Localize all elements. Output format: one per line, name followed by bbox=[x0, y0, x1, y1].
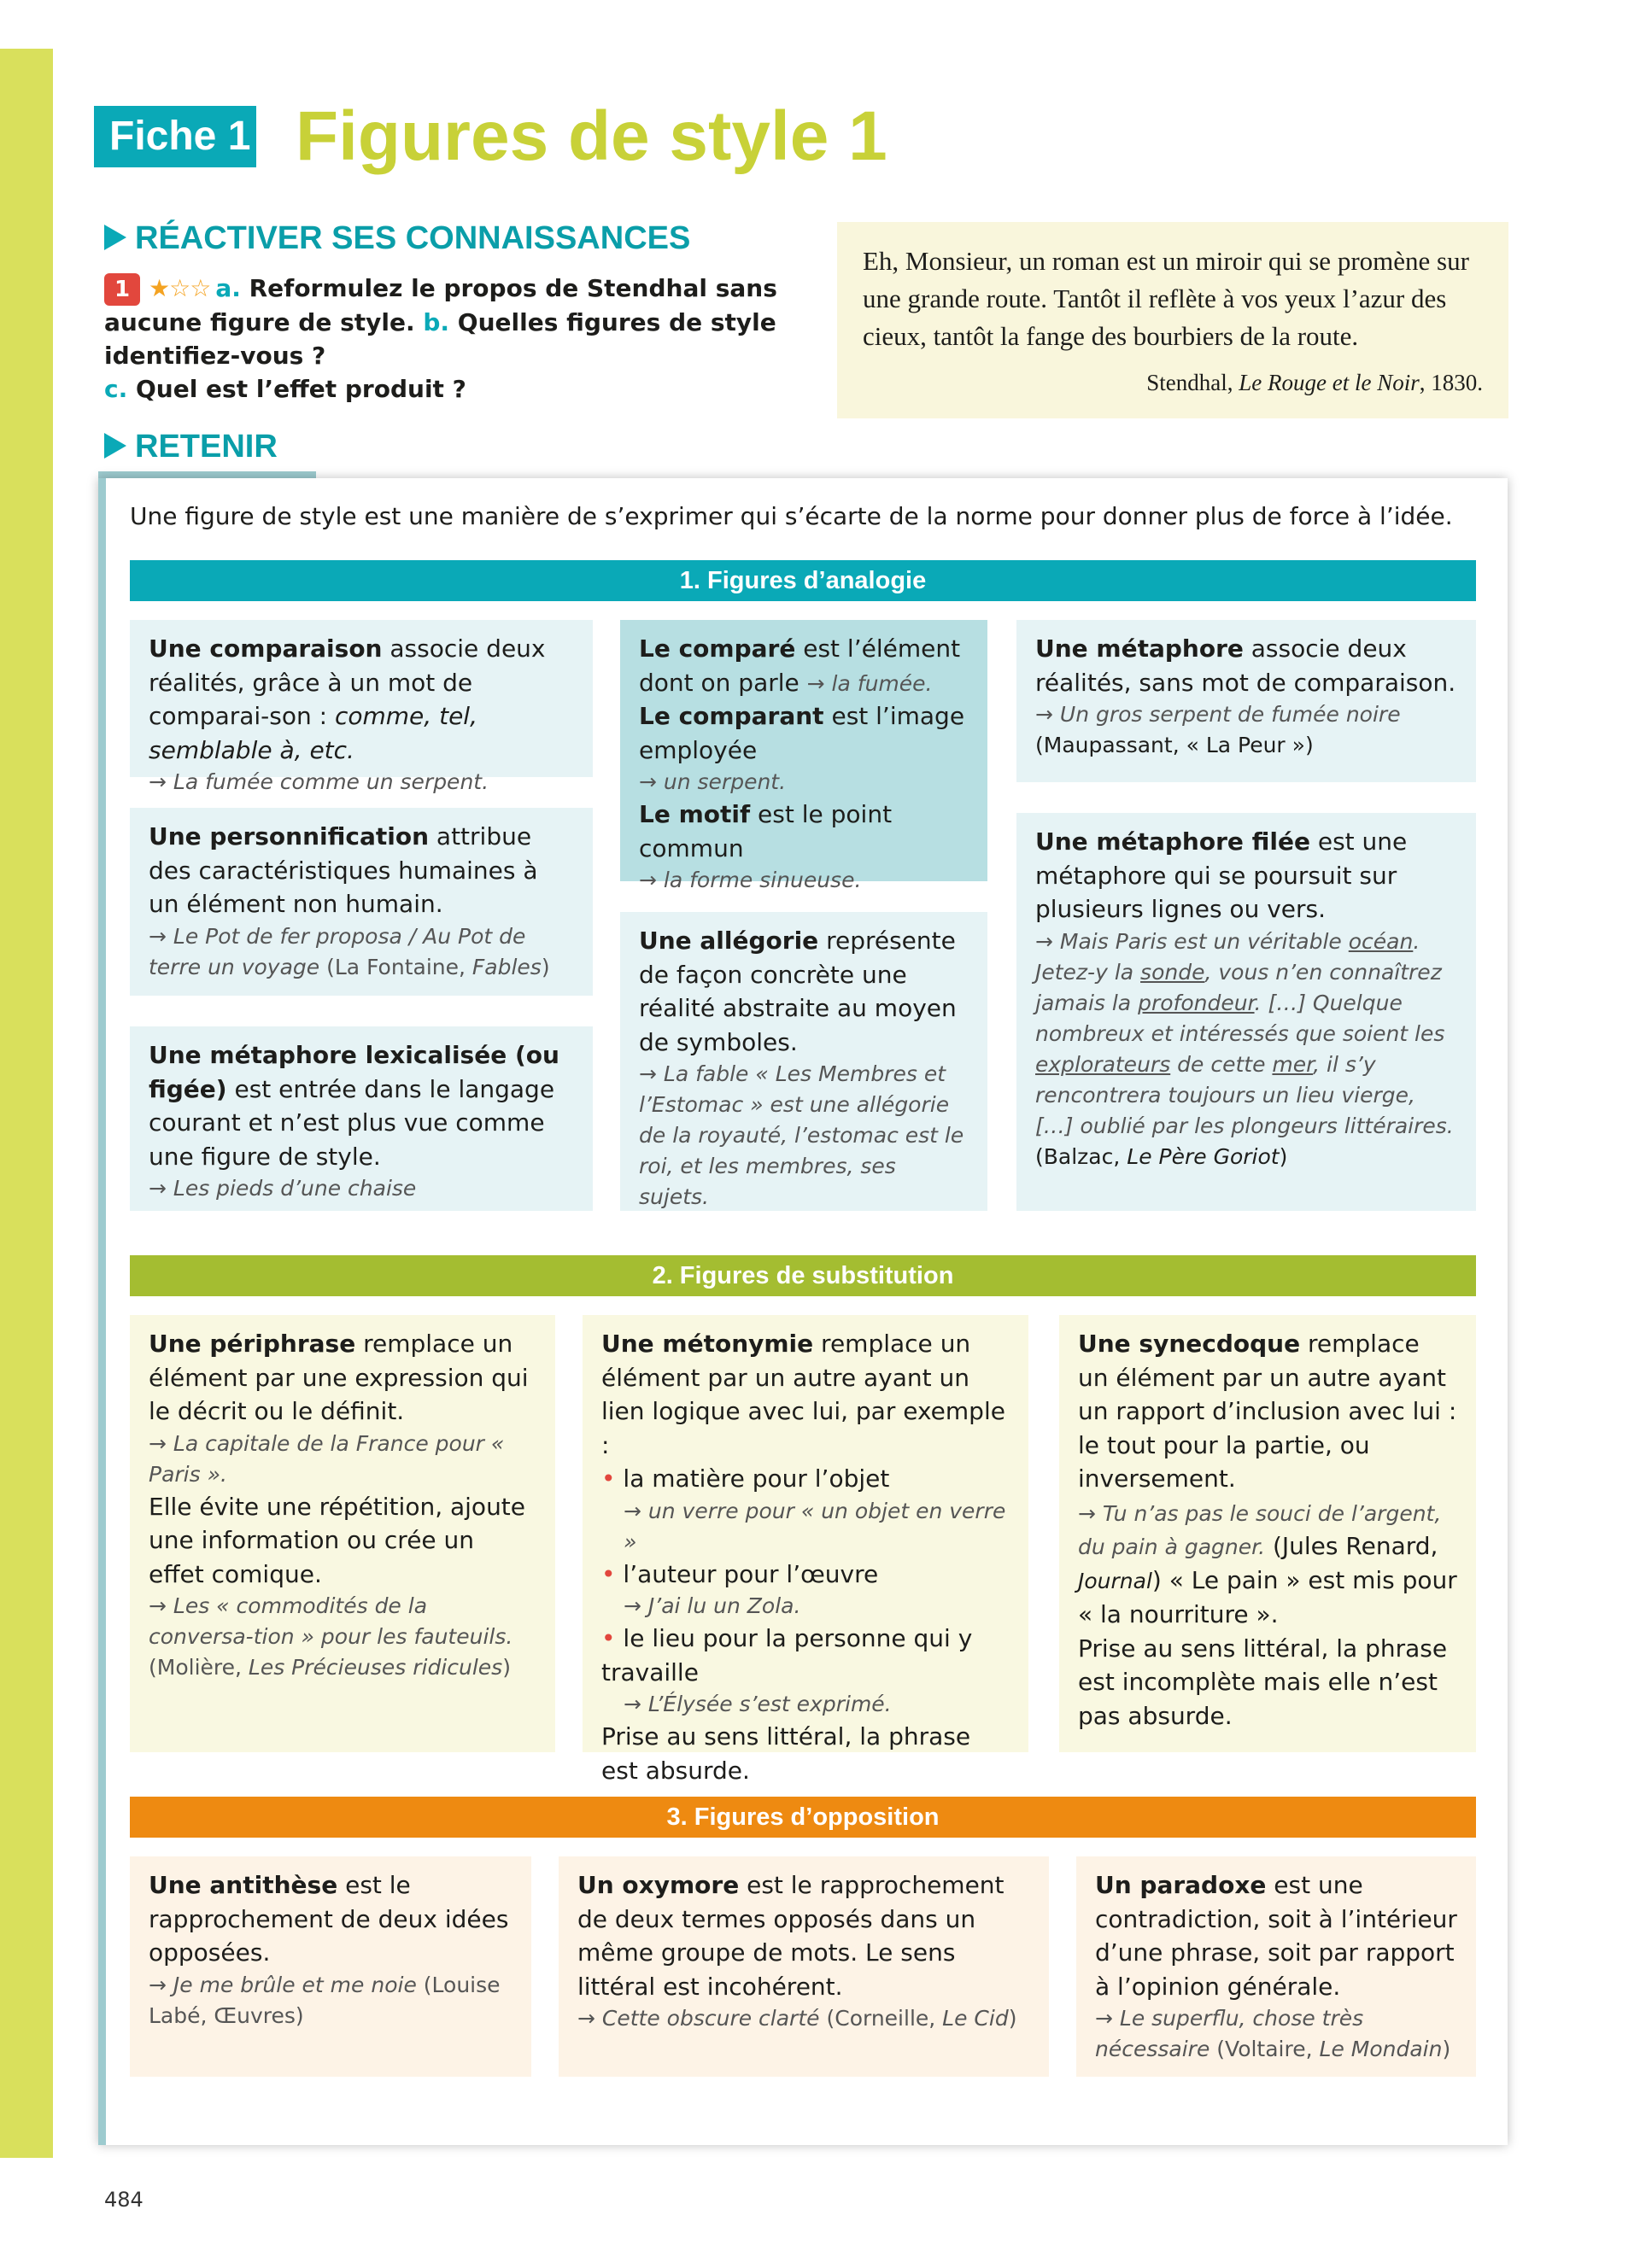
card-compare-comparant: Le comparé est l’élément dont on parle → la fumée. Le comparant est l’image employée → un serpent. Le motif est le point commun → la forme sinueuse. bbox=[620, 620, 987, 881]
fiche-label: Fiche 1 bbox=[94, 106, 256, 167]
section-analogie-bar: 1. Figures d’analogie bbox=[130, 560, 1476, 601]
list-item: • la matière pour l’objet bbox=[601, 1464, 890, 1493]
page-number: 484 bbox=[104, 2188, 144, 2212]
card-metonymie: Une métonymie remplace un élément par un autre ayant un lien logique avec lui, par exemple : • la matière pour l’objet → un verre pour « un objet en verre » • l’auteur pour l’œuvre → J’ai lu un Zola. • le lieu pour la personne qui y travaille → L’Élysée s’est exprimé. Prise au sens littéral, la phrase est absurde. bbox=[583, 1315, 1028, 1752]
card-antithese: Une antithèse est le rapprochement de deux idées opposées. → Je me brûle et me noie (Louise Labé, Œuvres) bbox=[130, 1856, 531, 2077]
retenir-intro: Une figure de style est une manière de s’exprimer qui s’écarte de la norme pour donner plus de force à l’idée. bbox=[130, 502, 1453, 530]
card-personnification: Une personnification attribue des caractéristiques humaines à un élément non humain. → Le Pot de fer proposa / Au Pot de terre un voyage (La Fontaine, Fables) bbox=[130, 808, 593, 996]
section-substitution-bar: 2. Figures de substitution bbox=[130, 1255, 1476, 1296]
list-item: • l’auteur pour l’œuvre bbox=[601, 1559, 879, 1588]
card-oxymore: Un oxymore est le rapprochement de deux termes opposés dans un même groupe de mots. Le sens littéral est incohérent. → Cette obscure clarté (Corneille, Le Cid) bbox=[559, 1856, 1049, 2077]
sidebar-band bbox=[0, 49, 53, 2158]
card-metaphore: Une métaphore associe deux réalités, sans mot de comparaison. → Un gros serpent de fumée noire (Maupassant, « La Peur ») bbox=[1016, 620, 1476, 782]
card-periphrase: Une périphrase remplace un élément par une expression qui le décrit ou le définit. → La capitale de la France pour « Paris ». Elle évite une répétition, ajoute une information ou crée un effet comique. → Les « commodités de la conversa-tion » pour les fauteuils. (Molière, Les Précieuses ridicules) bbox=[130, 1315, 555, 1752]
card-metaphore-lexicalisee: Une métaphore lexicalisée (ou figée) est entrée dans le langage courant et n’est plus vue comme une figure de style. → Les pieds d’une chaise bbox=[130, 1026, 593, 1211]
triangle-icon bbox=[104, 433, 126, 459]
exercise-1: 1 ★☆☆ a. Reformulez le propos de Stendhal sans aucune figure de style. b. Quelles figures de style identifiez-vous ? c. Quel est l’effet produit ? bbox=[104, 274, 777, 403]
retenir-heading: RETENIR bbox=[104, 429, 278, 465]
card-synecdoque: Une synecdoque remplace un élément par un autre ayant un rapport d’inclusion avec lui : le tout pour la partie, ou inversement. → Tu n’as pas le souci de l’argent, du pain à gagner. (Jules Renard, Journal) « Le pain » est mis pour « la nourriture ». Prise au sens littéral, la phrase est incomplète mais elle n’est pas absurde. bbox=[1059, 1315, 1476, 1752]
card-metaphore-filee: Une métaphore filée est une métaphore qui se poursuit sur plusieurs lignes ou vers. → Mais Paris est un véritable océan. Jetez-y la sonde, vous n’en connaîtrez jamais la profondeur. […] Quelque nombreux et intéressés que soient les explorateurs de cette mer, il s’y rencontrera toujours un lieu vierge, […] oublié par les plongeurs littéraires. (Balzac, Le Père Goriot) bbox=[1016, 813, 1476, 1211]
list-item: • le lieu pour la personne qui y travaille bbox=[601, 1624, 973, 1686]
triangle-icon bbox=[104, 225, 126, 250]
card-allegorie: Une allégorie représente de façon concrète une réalité abstraite au moyen de symboles. → La fable « Les Membres et l’Estomac » est une allégorie de la royauté, l’estomac est le roi, et les membres, ses sujets. bbox=[620, 912, 987, 1211]
card-paradoxe: Un paradoxe est une contradiction, soit à l’intérieur d’une phrase, soit par rapport à l’opinion générale. → Le superflu, chose très nécessaire (Voltaire, Le Mondain) bbox=[1076, 1856, 1476, 2077]
stendhal-quote bbox=[837, 222, 1508, 418]
card-comparaison: Une comparaison associe deux réalités, grâce à un mot de comparai-son : comme, tel, semblable à, etc. → La fumée comme un serpent. bbox=[130, 620, 593, 777]
page-title: Figures de style 1 bbox=[296, 97, 887, 175]
retenir-underline bbox=[98, 471, 316, 478]
quote-text: Eh, Monsieur, un roman est un miroir qui se promène sur une grande route. Tantôt il reflète à vos yeux l’azur des cieux, tantôt la fange des bourbiers de la route. bbox=[863, 246, 1469, 351]
difficulty-stars-icon: ★☆☆ bbox=[149, 274, 211, 302]
quote-source: Stendhal, Le Rouge et le Noir, 1830. bbox=[1146, 370, 1483, 395]
exercise-number: 1 bbox=[104, 273, 140, 306]
section-opposition-bar: 3. Figures d’opposition bbox=[130, 1797, 1476, 1838]
reactiver-heading: RÉACTIVER SES CONNAISSANCES bbox=[104, 220, 690, 257]
